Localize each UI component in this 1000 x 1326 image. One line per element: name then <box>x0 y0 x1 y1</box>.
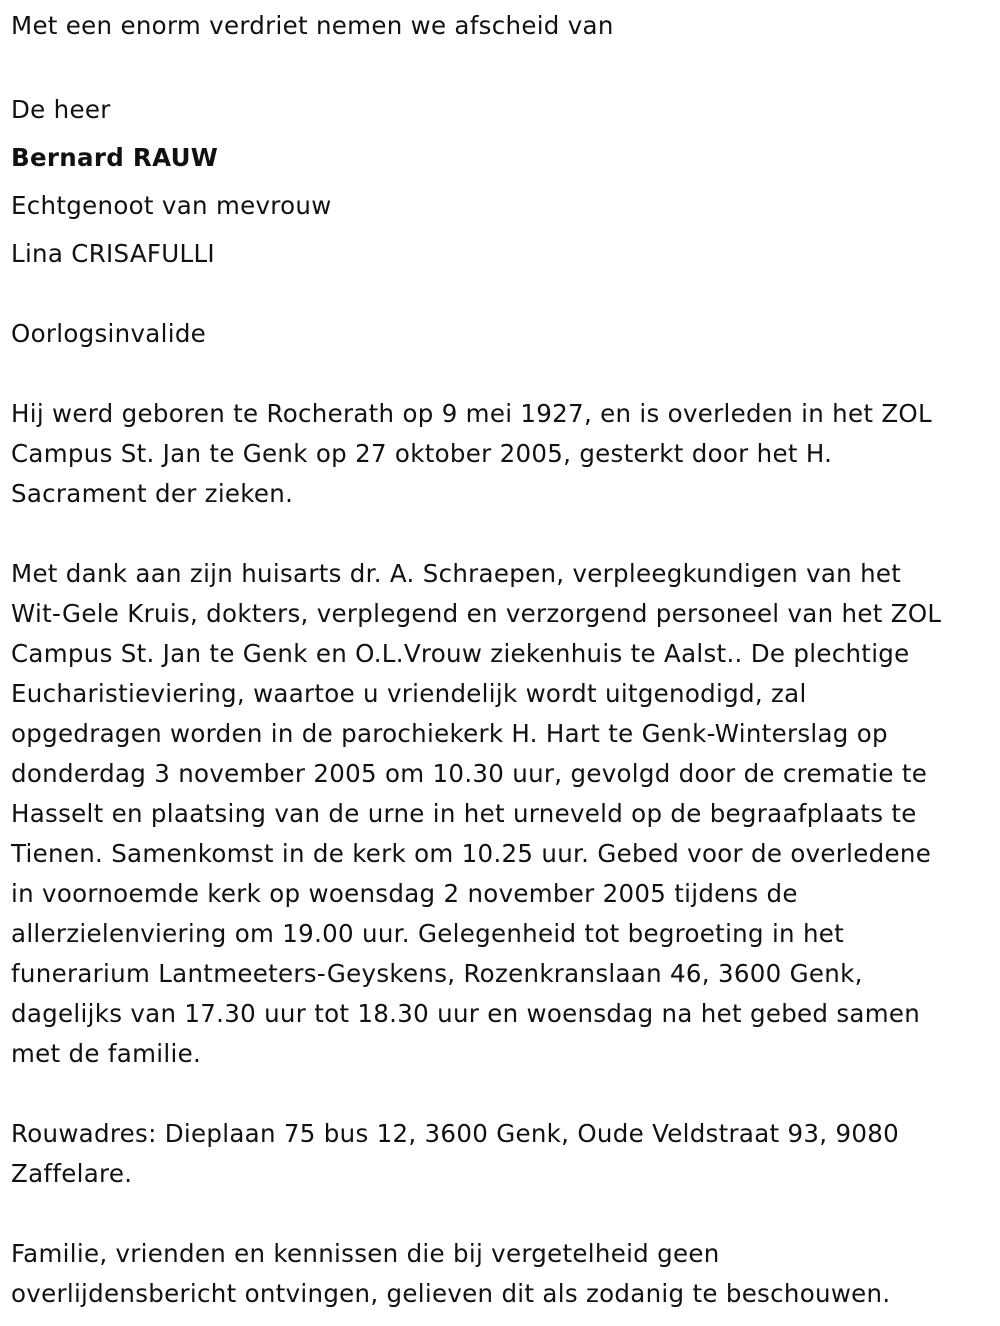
paragraph-line: overlijdensbericht ontvingen, gelieven dit als zodanig te beschouwen. <box>11 1279 891 1308</box>
paragraph-line: funerarium Lantmeeters-Geyskens, Rozenkranslaan 46, 3600 Genk, <box>11 959 863 988</box>
spouse-name: Lina CRISAFULLI <box>11 239 215 268</box>
paragraph-line: allerzielenviering om 19.00 uur. Gelegenheid tot begroeting in het <box>11 919 845 948</box>
paragraph-line: Sacrament der zieken. <box>11 479 294 508</box>
paragraph-line: Zaffelare. <box>11 1159 133 1188</box>
paragraph-line: Campus St. Jan te Genk op 27 oktober 2005, gesterkt door het H. <box>11 439 833 468</box>
status-text: Oorlogsinvalide <box>11 319 207 348</box>
spacer <box>11 278 991 314</box>
death-notice <box>11 6 991 1314</box>
intro-text: Met een enorm verdriet nemen we afscheid van <box>11 11 614 40</box>
deceased-name: Bernard RAUW <box>11 143 219 172</box>
paragraph-line: Campus St. Jan te Genk en O.L.Vrouw ziekenhuis te Aalst.. De plechtige <box>11 639 910 668</box>
spouse-label: Echtgenoot van mevrouw <box>11 191 332 220</box>
paragraph-line: Familie, vrienden en kennissen die bij vergetelheid geen <box>11 1239 720 1268</box>
paragraph-line: dagelijks van 17.30 uur tot 18.30 uur en woensdag na het gebed samen <box>11 999 921 1028</box>
paragraph-line: Hij werd geboren te Rocherath op 9 mei 1927, en is overleden in het ZOL <box>11 399 932 428</box>
deceased-block <box>11 86 991 278</box>
salutation: De heer <box>11 95 111 124</box>
paragraph-line: opgedragen worden in de parochiekerk H. Hart te Genk-Winterslag op <box>11 719 888 748</box>
birth-paragraph <box>11 394 991 514</box>
paragraph-line: Met dank aan zijn huisarts dr. A. Schraepen, verpleegkundigen van het <box>11 559 902 588</box>
thanks-paragraph <box>11 554 991 1074</box>
paragraph-line: in voornoemde kerk op woensdag 2 november 2005 tijdens de <box>11 879 798 908</box>
paragraph-line: Wit-Gele Kruis, dokters, verplegend en verzorgend personeel van het ZOL <box>11 599 942 628</box>
paragraph-line: Hasselt en plaatsing van de urne in het urneveld op de begraafplaats te <box>11 799 917 828</box>
paragraph-line: Rouwadres: Dieplaan 75 bus 12, 3600 Genk, Oude Veldstraat 93, 9080 <box>11 1119 900 1148</box>
spacer <box>11 514 991 554</box>
spacer <box>11 1194 991 1234</box>
spacer <box>11 354 991 394</box>
paragraph-line: Tienen. Samenkomst in de kerk om 10.25 uur. Gebed voor de overledene <box>11 839 932 868</box>
paragraph-line: met de familie. <box>11 1039 202 1068</box>
spacer <box>11 46 991 86</box>
closing-paragraph <box>11 1234 991 1314</box>
address-paragraph <box>11 1114 991 1194</box>
paragraph-line: donderdag 3 november 2005 om 10.30 uur, gevolgd door de crematie te <box>11 759 928 788</box>
paragraph-line: Eucharistieviering, waartoe u vriendelijk wordt uitgenodigd, zal <box>11 679 807 708</box>
spacer <box>11 1074 991 1114</box>
